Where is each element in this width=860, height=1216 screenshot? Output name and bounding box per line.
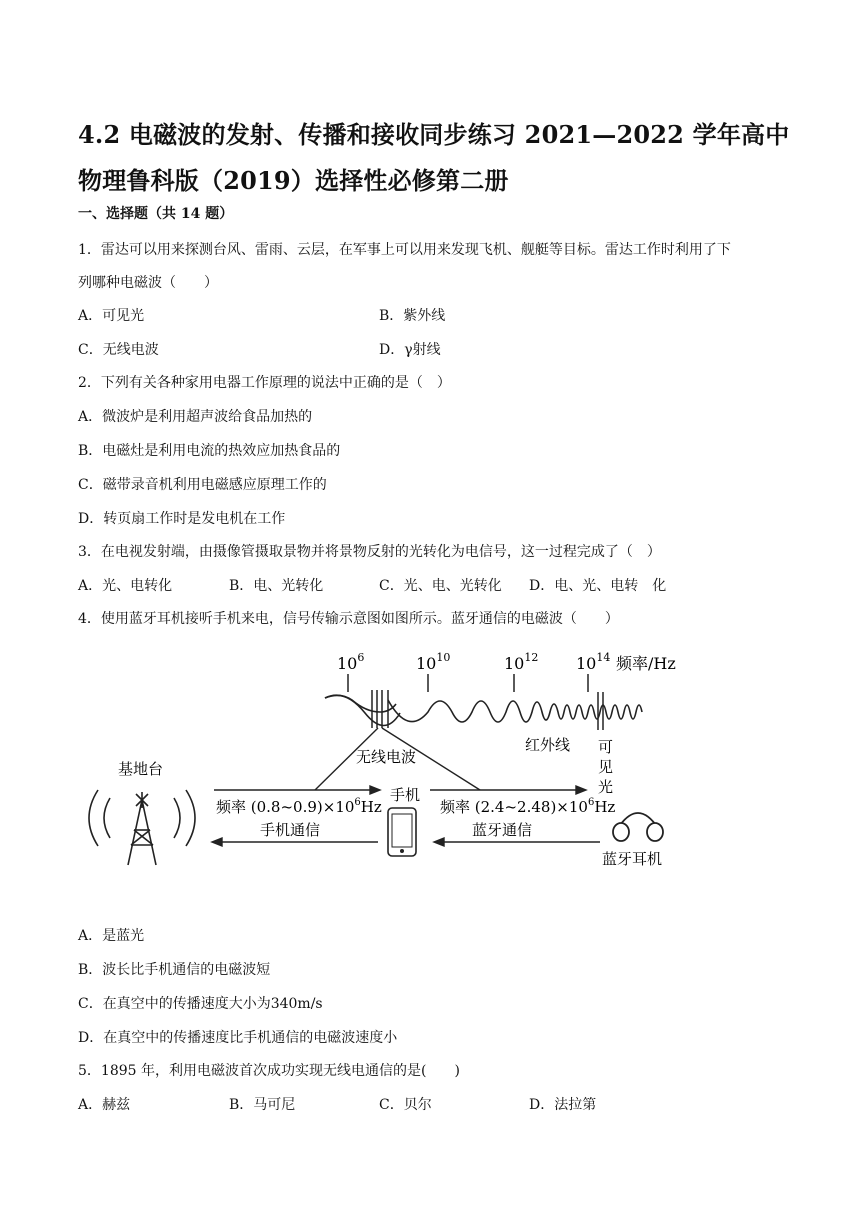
question-4-stem: 4．使用蓝牙耳机接听手机来电，信号传输示意图如图所示。蓝牙通信的电磁波（ ）	[78, 611, 619, 627]
headset-icon	[613, 813, 663, 841]
question-2-option-a: A．微波炉是利用超声波给食品加热的	[78, 409, 313, 425]
question-3-option-a: A．光、电转化	[78, 578, 173, 594]
radio-wave-label: 无线电波	[356, 748, 417, 766]
visible-label-2: 见	[598, 758, 614, 776]
question-1-option-b: B．紫外线	[379, 308, 446, 324]
freq-unit-label: 频率/Hz	[616, 654, 676, 673]
question-3-stem: 3．在电视发射端，由摄像管摄取景物并将景物反射的光转化为电信号，这一过程完成了（ ）	[78, 544, 661, 560]
question-4-option-d: D．在真空中的传播速度比手机通信的电磁波速度小	[78, 1030, 398, 1046]
question-3-option-c: C．光、电、光转化	[379, 578, 502, 594]
question-2-stem: 2．下列有关各种家用电器工作原理的说法中正确的是（ ）	[78, 375, 451, 391]
question-5-option-a: A．赫兹	[78, 1097, 131, 1113]
freq-label-1: $10^6$	[337, 651, 365, 673]
bluetooth-comm-label: 蓝牙通信	[472, 821, 533, 839]
phone-label: 手机	[390, 786, 421, 804]
question-4-option-c: C．在真空中的传播速度大小为340m/s	[78, 996, 323, 1012]
question-2-option-b: B．电磁灶是利用电流的热效应加热食品的	[78, 443, 341, 459]
question-1-option-d: D．γ射线	[379, 342, 441, 358]
document-title: 4.2 电磁波的发射、传播和接收同步练习 2021—2022 学年高中物理鲁科版（2019）选择性必修第二册	[78, 120, 790, 195]
question-4-option-b: B．波长比手机通信的电磁波短	[78, 962, 271, 978]
freq-ticks	[348, 674, 588, 692]
question-1-stem: 1．雷达可以用来探测台风、雷雨、云层，在军事上可以用来发现飞机、舰艇等目标。雷达工作时利用了下	[78, 242, 731, 258]
question-2-option-c: C．磁带录音机利用电磁感应原理工作的	[78, 477, 327, 493]
question-1-stem-cont: 列哪种电磁波（ ）	[78, 275, 218, 291]
headset-label: 蓝牙耳机	[602, 850, 663, 868]
signal-transmission-diagram	[70, 640, 690, 885]
visible-label-1: 可	[598, 738, 614, 756]
question-5-option-d: D．法拉第	[529, 1097, 597, 1113]
question-3-option-b: B．电、光转化	[229, 578, 324, 594]
question-2-option-d: D．转页扇工作时是发电机在工作	[78, 511, 286, 527]
phone-icon	[388, 808, 416, 856]
question-3-option-d: D．电、光、电转 化	[529, 578, 667, 594]
question-5-option-b: B．马可尼	[229, 1097, 296, 1113]
bluetooth-freq-label: 频率 $(2.4\sim 2.48)\times 10^6Hz$	[440, 797, 616, 816]
base-station-label: 基地台	[118, 760, 164, 778]
base-station-icon	[89, 790, 195, 865]
question-1-option-c: C．无线电波	[78, 342, 159, 358]
question-4-option-a: A．是蓝光	[78, 928, 145, 944]
freq-label-3: $10^{12}$	[504, 651, 539, 673]
question-5-option-c: C．贝尔	[379, 1097, 432, 1113]
freq-label-4: $10^{14}$	[576, 651, 611, 673]
phone-freq-label: 频率 $(0.8\sim 0.9)\times 10^6Hz$	[216, 797, 382, 816]
question-5-stem: 5．1895 年，利用电磁波首次成功实现无线电通信的是( )	[78, 1063, 460, 1079]
freq-label-2: $10^{10}$	[416, 651, 451, 673]
infrared-label: 红外线	[525, 736, 571, 754]
phone-comm-label: 手机通信	[260, 821, 321, 839]
question-1-option-a: A．可见光	[78, 308, 145, 324]
section-heading: 一、选择题（共 14 题）	[78, 206, 234, 222]
visible-label-3: 光	[598, 778, 614, 796]
